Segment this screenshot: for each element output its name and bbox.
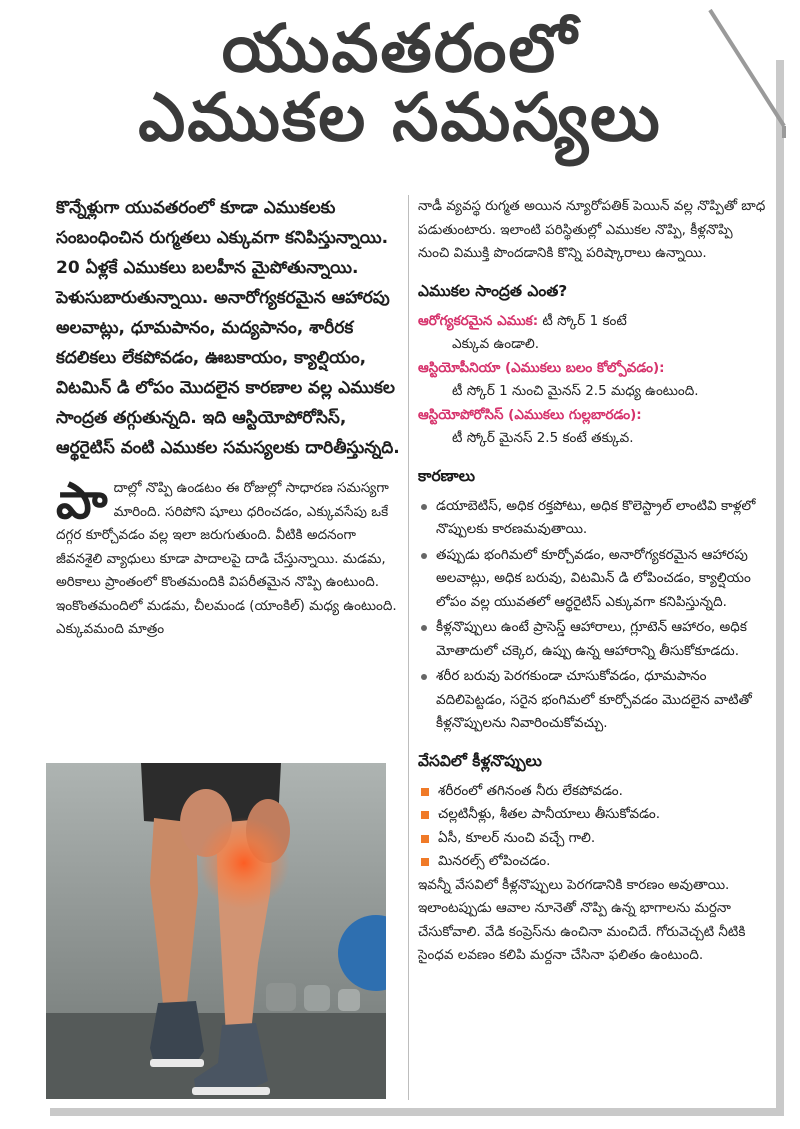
left-column [56,193,404,642]
summer-section [418,752,768,968]
headline-line-1: యువతరంలో [221,10,579,87]
page-shadow-bottom [50,1108,784,1116]
page-shadow-right [776,60,784,1110]
knee-pain-illustration [46,763,386,1099]
density-section [418,282,768,451]
headline-line-2: ఎముకల సమస్యలు [138,79,662,157]
column-divider [408,195,409,1100]
right-column [418,195,768,968]
body-text: దాల్లో నొప్పి ఉండటం ఈ రోజుల్లో సాధారణ సమస్యగా మారింది. సరిపోని షూలు ధరించడం, ఎక్కువసేపు ఒకే దగ్గర కూర్చోవడం వల్ల ఇలా జరుగుతుంది. వీటికి అదనంగా జీవనశైలి వ్యాధులు కూడా పాదాలపై దాడి చేస్తున్నాయి. మడమ, అరికాలు ప్రాంతంలో కొంతమందికి విపరీతమైన నొప్పి ఉంటుంది. ఇంకొంతమందిలో మడమ, చీలమండ (యాంకిల్) మధ్య ఉంటుంది. ఎక్కువమంది మాత్రం [56,480,397,637]
list-item: ఏసీ, కూలర్ నుంచి వచ్చే గాలి. [418,827,768,851]
density-label: ఆస్టియోపోరోసిస్ (ఎముకలు గుల్లబారడం): [418,406,642,423]
density-detail: టీ స్కోర్ మైనస్ 2.5 కంటే తక్కువ. [452,430,634,446]
list-item: డయాబెటిస్, అధిక రక్తపోటు, అధిక కొలెస్ట్రాల్ లాంటివి కాళ్లలో నొప్పులకు కారణమవుతాయి. [418,495,768,542]
causes-title: కారణాలు [418,466,476,485]
summer-title: వేసవిలో కీళ్లనొప్పులు [418,751,542,770]
density-label: ఆరోగ్యకరమైన ఎముక: [418,312,539,329]
summer-list [418,780,768,874]
causes-list [418,495,768,736]
list-item: శరీరంలో తగినంత నీరు లేకపోవడం. [418,780,768,804]
lead-paragraph: కొన్నేళ్లుగా యువతరంలో కూడా ఎముకలకు సంబంధించిన రుగ్మతలు ఎక్కువగా కనిపిస్తున్నాయి. 20 ఏళ్లకే ఎముకలు బలహీన మైపోతున్నాయి. పెళుసుబారుతున్నాయి. అనారోగ్యకరమైన ఆహారపు అలవాట్లు, ధూమపానం, మద్యపానం, శారీరక కదలికలు లేకపోవడం, ఊబకాయం, క్యాల్షియం, విటమిన్ డి లోపం మొదలైన కారణాల వల్ల ఎముకల సాంద్రత తగ్గుతున్నది. ఇది ఆస్టియోపోరోసిస్, ఆర్థరైటిస్ వంటి ఎముకల సమస్యలకు దారితీస్తున్నది. [56,198,400,458]
drop-cap: పా [56,472,108,530]
density-label: ఆస్టియోపీనియా (ఎముకలు బలం కోల్పోవడం): [418,359,665,376]
list-item: శరీర బరువు పెరగకుండా చూసుకోవడం, ధూమపానం వదిలిపెట్టడం, సరైన భంగిమలో కూర్చోవడం మొదలైన వాటితో కీళ్లనొప్పులను నివారించుకోవచ్చు. [418,665,768,736]
continued-text: నాడీ వ్యవస్థ రుగ్మత అయిన న్యూరోపతిక్ పెయిన్ వల్ల నొప్పితో బాధ పడుతుంటారు. ఇలాంటి పరిస్థితుల్లో ఎముకల నొప్పి, కీళ్లనొప్పి నుంచి విముక్తి పొందడానికి కొన్ని పరిష్కారాలు ఉన్నాయి. [418,198,766,261]
list-item: కీళ్లనొప్పులు ఉంటే ప్రాసెస్డ్ ఆహారాలు, గ్లూటెన్ ఆహారం, అధిక మోతాదులో చక్కెర, ఉప్పు ఉన్న ఆహారాన్ని తీసుకోకూడదు. [418,616,768,663]
density-detail: ఎక్కువ ఉండాలి. [452,336,540,352]
list-item: తప్పుడు భంగిమలో కూర్చోవడం, అనారోగ్యకరమైన ఆహారపు అలవాట్లు, అధిక బరువు, విటమిన్ డి లోపించడం, క్యాల్షియం లోపం వల్ల యువతలో ఆర్థరైటిస్ ఎక్కువగా కనిపిస్తున్నది. [418,544,768,615]
causes-section [418,467,768,736]
density-title: ఎముకల సాంద్రత ఎంత? [418,281,568,300]
summer-closing: ఇవన్నీ వేసవిలో కీళ్లనొప్పులు పెరగడానికి కారణం అవుతాయి. ఇలాంటప్పుడు ఆవాల నూనెతో నొప్పి ఉన్న భాగాలను మర్దనా చేసుకోవాలి. వేడి కంప్రెస్‌ను ఉంచినా మంచిదే. గోరువెచ్చటి నీటికి సైంధవ లవణం కలిపి మర్దనా చేసినా ఫలితం ఉంటుంది. [418,876,746,963]
body-paragraph [56,472,404,642]
list-item: మినరల్స్ లోపించడం. [418,850,768,874]
density-text: టీ స్కోర్ 1 కంటే [542,312,627,329]
list-item: చల్లటినీళ్లు, శీతల పానీయాలు తీసుకోవడం. [418,803,768,827]
density-detail: టీ స్కోర్ 1 నుంచి మైనస్ 2.5 మధ్య ఉంటుంది. [452,383,699,399]
article-headline [60,10,740,157]
knee-pain-photo [46,763,386,1099]
density-item [418,310,768,334]
